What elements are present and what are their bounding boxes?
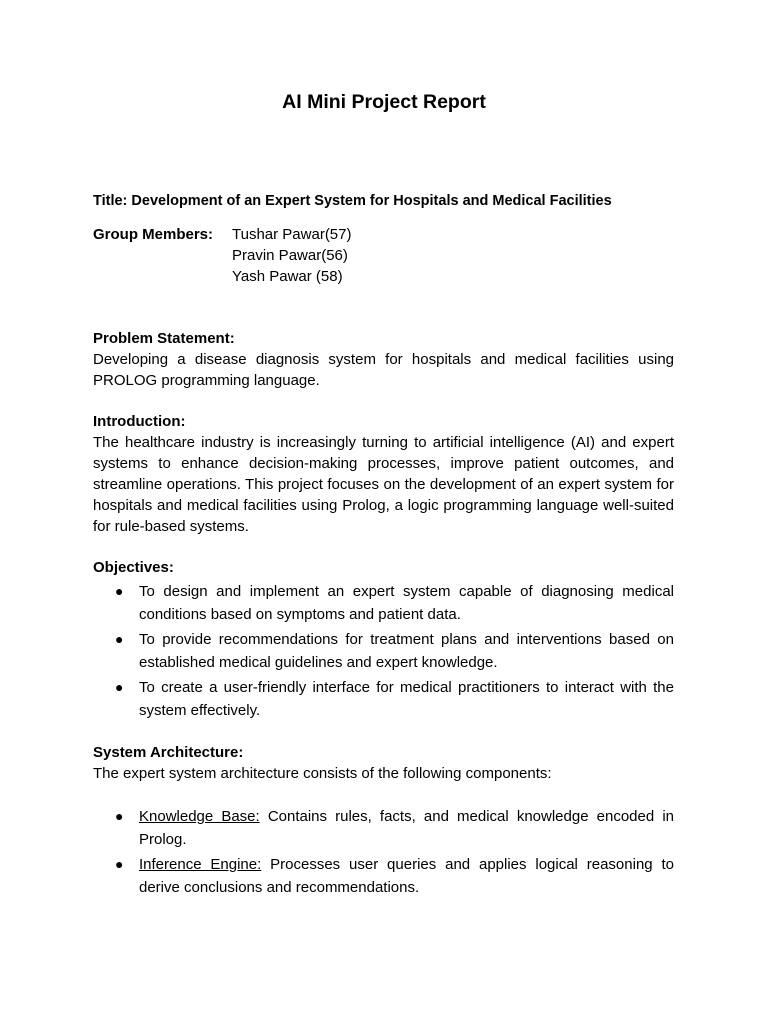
objective-text: To design and implement an expert system capable of diagnosing medical conditions based on symptoms and patient data. — [139, 583, 674, 623]
list-item — [93, 805, 674, 851]
list-item — [93, 853, 674, 899]
introduction-section — [93, 411, 674, 537]
architecture-components-list — [93, 805, 674, 899]
component-entry — [139, 853, 674, 899]
group-member: Yash Pawar (58) — [232, 268, 343, 285]
group-members-list — [232, 224, 352, 287]
component-entry — [139, 805, 674, 851]
problem-statement-heading: Problem Statement: — [93, 330, 235, 347]
group-members-label: Group Members: — [93, 226, 214, 243]
list-item — [93, 676, 674, 722]
objectives-list — [93, 580, 674, 722]
document-body — [93, 191, 674, 899]
objectives-section — [93, 557, 674, 722]
project-title: Title: Development of an Expert System for Hospitals and Medical Facilities — [93, 193, 612, 209]
problem-statement-text: Developing a disease diagnosis system for hospitals and medical facilities using PROLOG programming language. — [93, 351, 674, 389]
objective-text: To create a user-friendly interface for medical practitioners to interact with the system effectively. — [139, 679, 674, 719]
objective-text: To provide recommendations for treatment plans and interventions based on established medical guidelines and expert knowledge. — [139, 631, 674, 671]
system-architecture-intro: The expert system architecture consists of the following components: — [93, 765, 552, 782]
problem-statement-section — [93, 328, 674, 391]
component-term: Inference Engine: — [139, 856, 262, 873]
group-members — [93, 224, 674, 287]
bullet-icon: ● — [115, 631, 124, 647]
introduction-text: The healthcare industry is increasingly turning to artificial intelligence (AI) and expert systems to enhance decision-making processes, improve patient outcomes, and streamline operations. This project focuses on the development of an expert system for hospitals and medical facilities using Prolog, a logic programming language well-suited for rule-based systems. — [93, 434, 674, 535]
group-member: Pravin Pawar(56) — [232, 247, 348, 264]
bullet-icon: ● — [115, 808, 124, 824]
component-term: Knowledge Base: — [139, 808, 260, 825]
bullet-icon: ● — [115, 583, 124, 599]
list-item — [93, 580, 674, 626]
list-item — [93, 628, 674, 674]
group-member: Tushar Pawar(57) — [232, 226, 352, 243]
system-architecture-heading: System Architecture: — [93, 744, 244, 761]
bullet-icon: ● — [115, 679, 124, 695]
system-architecture-section — [93, 742, 674, 899]
bullet-icon: ● — [115, 856, 124, 872]
component-description: Contains rules, facts, and medical knowledge encoded in Prolog. — [139, 808, 674, 848]
report-title: AI Mini Project Report — [282, 91, 486, 113]
component-description: Processes user queries and applies logical reasoning to derive conclusions and recommendations. — [139, 856, 674, 896]
introduction-heading: Introduction: — [93, 413, 186, 430]
objectives-heading: Objectives: — [93, 559, 174, 576]
